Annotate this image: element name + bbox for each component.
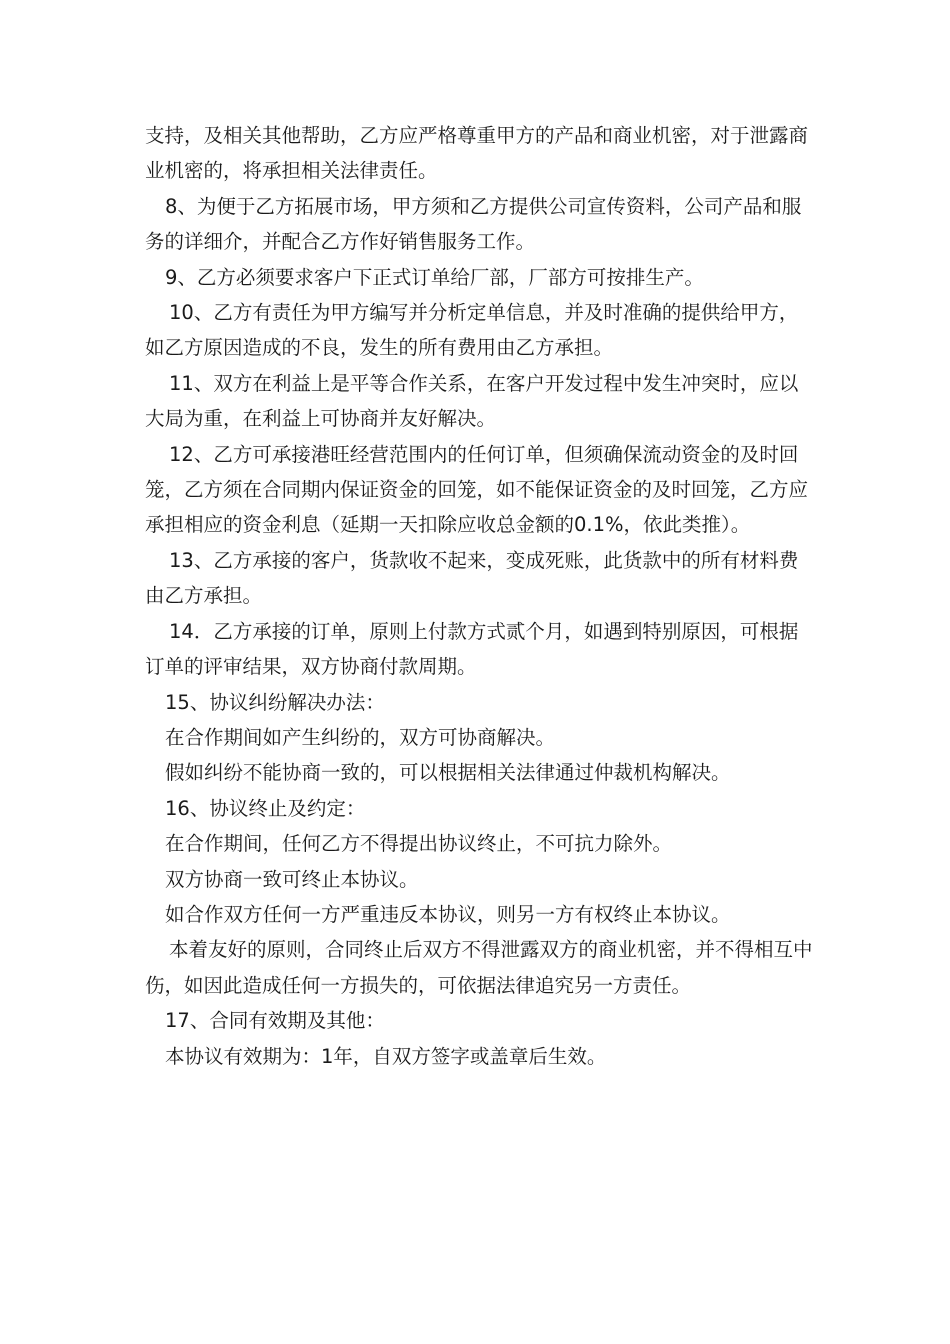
- paragraph-clause-16-c: 如合作双方任何一方严重违反本协议，则另一方有权终止本协议。: [165, 902, 731, 926]
- paragraph-clause-10: 10、乙方有责任为甲方编写并分析定单信息，并及时准确的提供给甲方，如乙方原因造成的不良，发生的所有费用由乙方承担。: [145, 301, 799, 360]
- paragraph-clause-13: 13、乙方承接的客户，货款收不起来，变成死账，此货款中的所有材料费由乙方承担。: [145, 548, 799, 608]
- paragraph-clause-17-a: 本协议有效期为：1年，自双方签字或盖章后生效。: [165, 1044, 607, 1068]
- paragraph-clause-14: 14．乙方承接的订单，原则上付款方式贰个月，如遇到特别原因，可根据订单的评审结果，双方协商付款周期。: [145, 619, 799, 679]
- paragraph-clause-11: 11、双方在利益上是平等合作关系，在客户开发过程中发生冲突时，应以大局为重，在利益上可协商并友好解决。: [145, 371, 799, 431]
- paragraph-clause-15-b: 假如纠纷不能协商一致的，可以根据相关法律通过仲裁机构解决。: [165, 761, 731, 785]
- document-body: [145, 118, 815, 1074]
- paragraph-clause-16-b: 双方协商一致可终止本协议。: [165, 867, 419, 891]
- paragraph-clause-15-a: 在合作期间如产生纠纷的，双方可协商解决。: [165, 725, 556, 749]
- paragraph-clause-16-a: 在合作期间，任何乙方不得提出协议终止，不可抗力除外。: [165, 832, 673, 856]
- paragraph-1: 支持，及相关其他帮助，乙方应严格尊重甲方的产品和商业机密，对于泄露商业机密的，将承担相关法律责任。: [145, 124, 809, 183]
- paragraph-clause-17: 17、合同有效期及其他：: [165, 1009, 385, 1033]
- paragraph-clause-16-d: 本着友好的原则，合同终止后双方不得泄露双方的商业机密，并不得相互中伤，如因此造成任何一方损失的，可依据法律追究另一方责任。: [145, 938, 813, 997]
- paragraph-clause-9: 9、乙方必须要求客户下正式订单给厂部，厂部方可按排生产。: [165, 265, 704, 289]
- paragraph-clause-15: 15、协议纠纷解决办法：: [165, 690, 385, 714]
- paragraph-clause-8: 8、为便于乙方拓展市场，甲方须和乙方提供公司宣传资料，公司产品和服务的详细介，并配合乙方作好销售服务工作。: [145, 194, 802, 254]
- paragraph-clause-16: 16、协议终止及约定：: [165, 796, 366, 820]
- paragraph-clause-12: 12、乙方可承接港旺经营范围内的任何订单，但须确保流动资金的及时回笼，乙方须在合同期内保证资金的回笼，如不能保证资金的及时回笼，乙方应承担相应的资金利息（延期一天扣除应收总金额的0.1%，依此类推）。: [145, 442, 809, 537]
